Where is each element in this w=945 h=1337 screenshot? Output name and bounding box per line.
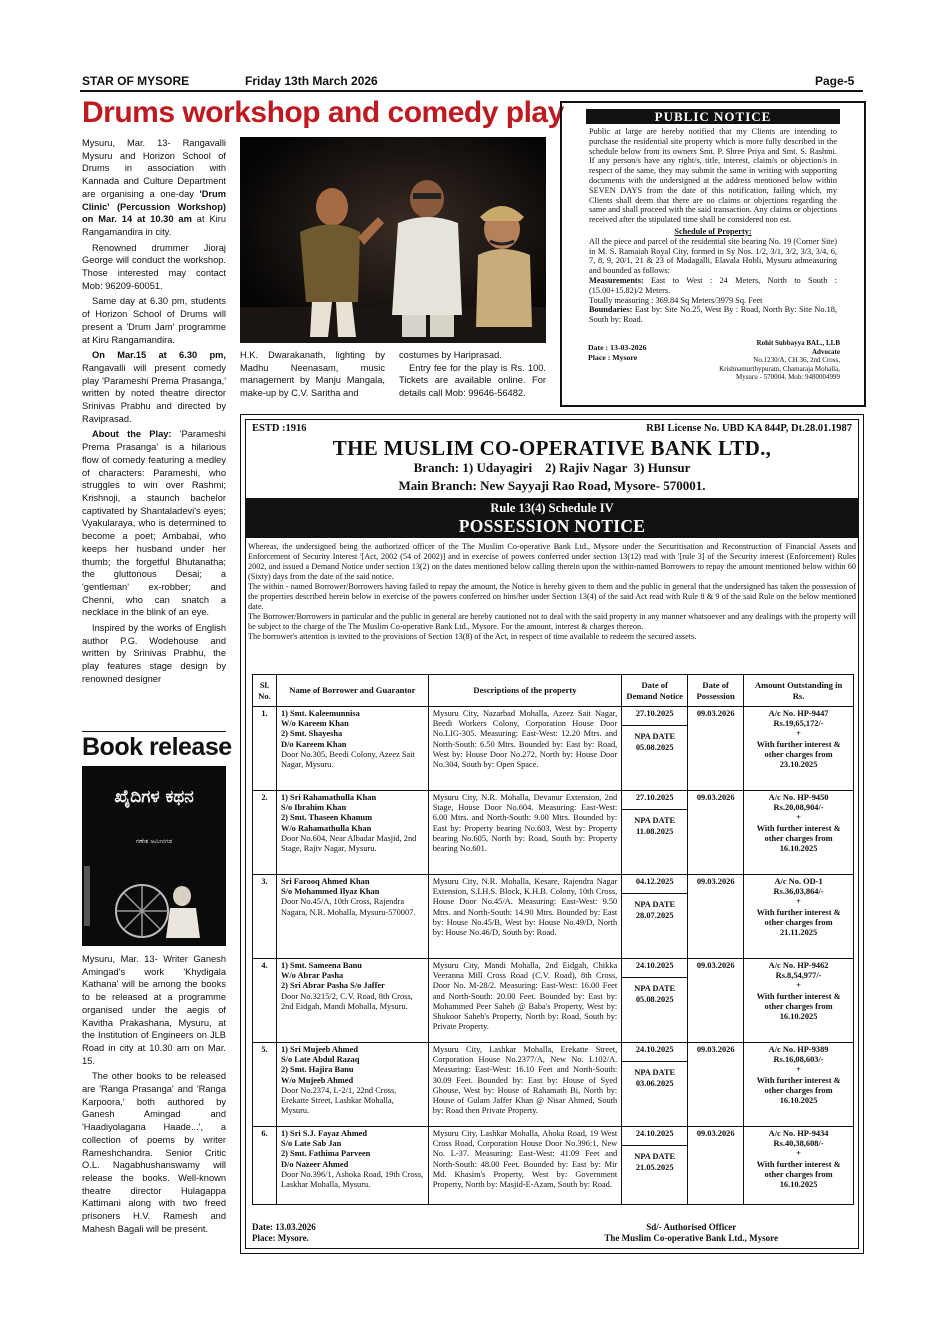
schedule-text: All the piece and parcel of the residential site bearing No. 19 (Corner Site) in M. S. Ramaiah Royal City, formed in Sy Nos. 1/2, 3/1, 3/2, 3/3, 3/4, 6, 7, 8, 9, 20/1, 21 & 23 of Madagalli, Elavala Hobli, Mysuru admeasuring and bounded as follows: — [589, 236, 837, 276]
header-borrower: Name of Borrower and Guarantor — [276, 675, 428, 707]
table-row — [253, 875, 854, 959]
row-further-charges: With further interest & other charges from 16.10.2025 — [756, 991, 841, 1022]
row-account-no: A/c No. OD-1 — [774, 877, 823, 886]
row-account-no: A/c No. HP-9450 — [768, 793, 829, 802]
notice-place: Place : Mysore — [588, 352, 638, 362]
drums-p4-b: Rangavalli will present comedy play 'Parameshi Prema Prasanga,' written by noted theatre director Srinivas Prabhu and directed by Raviprasad. — [82, 362, 226, 424]
issue-date: Friday 13th March 2026 — [245, 74, 378, 88]
book-cover-image — [82, 766, 226, 946]
total-measure: Totally measuring : 369.84 Sq Meters/3979 Sq. Feet — [589, 295, 763, 305]
row-amount-value: Rs.16,08,603/- — [773, 1055, 824, 1065]
bank-main-branch: Main Branch: New Sayyaji Rao Road, Mysore- 570001. — [398, 478, 706, 493]
header-amount: Amount Outstanding in Rs. — [744, 675, 854, 707]
row-amount-value: Rs.40,38,608/- — [773, 1139, 824, 1149]
row-possession-date: 09.03.2026 — [688, 707, 744, 791]
drums-p1-a: Mysuru, Mar. 13- Rangavalli Mysuru and Horizon School of Drums in association with Kannada and Culture Department are organising a one-day — [82, 138, 226, 199]
book-p2: The other books to be released are 'Ranga Prasanga' and 'Ranga Karpoora,' both authored by Ganesh Amingad and 'Haadiyolagana Haade...', a collection of poems by writer Rameshchandra. Senior Critic O.L. Nagabhushanswamy will release the books. Well-known theatre director Hulagappa Kattimani along with two freed prisoners H.V. Ramesh and Mahesh Bagali will be present. — [82, 1071, 226, 1234]
row-borrower — [276, 1043, 428, 1127]
row-plus: + — [796, 897, 801, 907]
public-notice-body — [584, 125, 842, 327]
row-amount — [744, 707, 854, 791]
intro-para-2: The within - named Borrower/Borrowers having failed to repay the amount, the Notice is hereby given to them and the public in general that the undersigned has taken the possession of the properties described herein below in exercise of the powers conferred on him/her under Section 13(4) of the said Act read with Rule 8 & 9 of the said Rule on the below mentioned date. — [248, 582, 856, 611]
row-npa-date: 03.06.2025 — [635, 1079, 674, 1089]
row-property-description: Mysuru City, Mandi Mohalla, 2nd Eidgah, Chikka Veeranna Mill Cross Road (C.V. Road), 8th Cross, Door No. M-28/2. Measuring: East-West: 16.00 Feet and North-South: 20.00 Feet. Bounded by: East by: Mohammed Peer Saheb @ Baba's Property, West by: Shukoor Saheb's Property, North by: Road, South by: Private Property. — [428, 959, 622, 1043]
header-possession-date: Date of Possession — [688, 675, 744, 707]
row-property-description: Mysuru City, Lashkar Mohalla, Ahoka Road, 19 West Cross Road, Corporation House Door No.396:1, New No. L-37. Measuring: East-West: 41.09 Feet and North-South: 48.00 Feet. Bounded by: East by: Mir Md. Khasim's Property, West by: Government Property, North by: Masjid-E-Azam, South by: Road. — [428, 1127, 622, 1205]
row-possession-date: 09.03.2026 — [688, 1127, 744, 1205]
paper-name: STAR OF MYSORE — [82, 74, 190, 88]
row-npa-date: 11.08.2025 — [636, 827, 674, 837]
bank-notice-box — [240, 414, 864, 1254]
row-amount-value: Rs.8,54,977/- — [775, 971, 822, 981]
public-notice-box — [560, 101, 866, 407]
row-property-description: Mysuru City, Nazarbad Mohalla, Azeez Sait Nagar, Beedi Workers Colony, Corporation House Door No.LIG-305. Measuring: East-West: 12.20 Mtrs. and North-South: 6.50 Mtrs. Bounded by: East by: Road, West by: House Door No.272, North by: House Door No.304, South by: Open Space. — [428, 707, 622, 791]
boundary-text: East by: Site No.25, West By : Road, North By: Site No.18, South by: Road. — [589, 305, 837, 325]
row-demand-date: 27.10.2025 — [622, 793, 687, 810]
book-article-column — [82, 953, 226, 1238]
row-further-charges: With further interest & other charges from 23.10.2025 — [756, 739, 841, 770]
drums-cont-2a: costumes by Hariprasad. — [399, 350, 502, 360]
row-npa-date: 28.07.2025 — [635, 911, 674, 921]
row-property-description: Mysuru City, Lashkar Mohalla, Erekatte Street, Corporation House No.2377/A, New No. L102/A. Measuring: East-West: 16.10 Feet and North-South: 30.09 Feet. Bounded by: East by: House of Syed Ghouse, West by: House of Rahamath Bi, North by: House of Gulam Jaffer Khan @ Nisar Ahmed, South by: Road then Private Property. — [428, 1043, 622, 1127]
row-demand-date: 24.10.2025 — [622, 1045, 687, 1062]
bank-signed-bank: The Muslim Co-operative Bank Ltd., Mysore — [604, 1233, 778, 1243]
row-demand-date: 24.10.2025 — [622, 961, 687, 978]
table-body — [253, 707, 854, 1205]
borrower-address: Door No.45/A, 10th Cross, Rajendra Nagara, N.R. Mohalla, Mysuru-570007. — [280, 897, 416, 917]
comedy-play-photo — [240, 137, 546, 343]
row-borrower — [276, 707, 428, 791]
possession-title: POSSESSION NOTICE — [458, 516, 646, 536]
borrower-address: Door No.3215/2, C.V. Road, 8th Cross, 2nd Eidgah, Mandi Mohalla, Mysuru. — [280, 991, 413, 1011]
row-demand-date: 27.10.2025 — [622, 709, 687, 726]
header-demand-date: Date of Demand Notice — [622, 675, 688, 707]
notice-date: Date : 13-03-2026 — [588, 343, 647, 352]
public-notice-title: PUBLIC NOTICE — [586, 109, 840, 124]
intro-para-1: Whereas, the undersigned being the authorized officer of the The Muslim Co-operative Bank Ltd., Mysore under the Securitisation and Reconstruction of Financial Assets and Enforcement of Security Interest '[Act, 2002 (54 of 2002)] and in exercise of powers conferred under section 13(12) read with '[rule 3] of the Security interest (Enforcement) Rules 2002, and issued a Demand Notice under section 13(2) on the dates mentioned below calling therein upon the within-named Borrowers to repay the amount mentioned below within 60 (Sixty) days from the date of the said notice. — [248, 542, 856, 581]
row-amount — [744, 1043, 854, 1127]
bank-footer-left — [252, 1222, 316, 1244]
intro-para-4: The borrower's attention is invited to the provisions of Section 13(8) of the Act, in respect of time available to redeem the secured assets. — [248, 632, 697, 641]
header-property: Descriptions of the property — [428, 675, 622, 707]
row-sl-no: 6. — [253, 1127, 277, 1205]
row-npa-label: NPA DATE — [634, 1068, 676, 1078]
row-borrower — [276, 959, 428, 1043]
bank-footer-date: Date: 13.03.2026 — [252, 1222, 316, 1232]
borrower-names: 1) Smt. Sameena Banu W/o Abrar Pasha 2) Sri Abrar Pasha S/o Jaffer — [280, 961, 385, 991]
page-number: Page-5 — [815, 74, 855, 88]
borrower-names: 1) Sri S.J. Fayaz Ahmed S/o Late Sab Jan 2) Smt. Fathima Parveen D/o Nazeer Ahmed — [280, 1129, 371, 1169]
table-row — [253, 959, 854, 1043]
row-plus: + — [796, 981, 801, 991]
borrower-names: Sri Farooq Ahmed Khan S/o Mohammed Ilyaz Khan — [280, 877, 380, 897]
drums-continuation-2 — [399, 349, 546, 403]
drums-p3: Same day at 6.30 pm, students of Horizon School of Drums will present a 'Drum Jam' programme at Kiru Rangamandira. — [82, 296, 226, 345]
row-npa-label: NPA DATE — [634, 984, 676, 994]
bank-name: THE MUSLIM CO-OPERATIVE BANK LTD., — [332, 436, 772, 460]
row-npa-date: 05.08.2025 — [635, 743, 674, 753]
row-further-charges: With further interest & other charges from 16.10.2025 — [756, 1159, 841, 1190]
row-borrower — [276, 875, 428, 959]
row-npa-date: 21.05.2025 — [635, 1163, 674, 1173]
book-cover-author: ಗಣೇಶ ಅಮೀನಗಡ — [135, 838, 173, 845]
measure-label: Measurements: — [589, 275, 644, 285]
row-demand-cell — [622, 875, 688, 959]
possession-title-bar — [245, 498, 859, 538]
row-plus: + — [796, 1065, 801, 1075]
row-demand-cell — [622, 1127, 688, 1205]
masthead-rule — [80, 90, 863, 92]
drums-p1-c: at Kiru Rangamandira in city. — [82, 214, 227, 237]
row-amount — [744, 875, 854, 959]
borrower-names: 1) Smt. Kaleemunnisa W/o Kareem Khan 2) Smt. Shayesha D/o Kareem Khan — [280, 709, 360, 749]
drums-cont-1: H.K. Dwarakanath, lighting by Madhu Neenasam, music management by Manju Mangala, make-up by C.V. Saritha and — [240, 350, 385, 399]
drums-article-column — [82, 137, 226, 689]
book-headline: Book release — [82, 733, 232, 761]
borrower-address: Door No.2374, L-2/1, 22nd Cross, Erekatte Street, Lashkar Mohalla, Mysuru. — [280, 1085, 397, 1116]
row-possession-date: 09.03.2026 — [688, 875, 744, 959]
row-property-description: Mysuru City, N.R. Mohalla, Devanur Extension, 2nd Stage, House Door No.604. Measuring: East-West: 6.00 Mtrs. and North-South: 9.00 Mtrs. Bounded by: East by: Property bearing No.603, West by: Property bearing No.605, North by: Road, South by: Property bearing No.601. — [428, 791, 622, 875]
public-notice-para: Public at large are hereby notified that my Clients are intending to purchase the residential site property which is more fully described in the schedule below from its owners Smt. P. Shree Priya and Smt. S. Rashmi. If any person/s have any right/s, title, interest, claim/s or objection/s in respect of the same, they may submit the same in writing with supporting documents with the undersigned at the address mentioned below within SEVEN DAYS from the date of this notification, failing which, my Clients shall deem that there are no claims or objections regarding the same and shall proceed with the said transaction. Any claims or objections received after the stipulated time shall be considered non est. — [589, 127, 837, 225]
table-row — [253, 1043, 854, 1127]
drums-p2: Renowned drummer Jioraj George will conduct the workshop. Those interested may contact Mob: 96209-60051. — [82, 242, 226, 291]
row-npa-date: 05.08.2025 — [635, 995, 674, 1005]
bank-footer-place: Place: Mysore. — [252, 1233, 309, 1243]
rule-heading: Rule 13(4) Schedule IV — [490, 501, 614, 515]
row-demand-cell — [622, 1043, 688, 1127]
borrower-address: Door No.305, Beedi Colony, Azeez Sait Nagar, Mysuru. — [280, 749, 415, 770]
bank-signed: Sd/- Authorised Officer — [646, 1222, 737, 1232]
drums-headline: Drums workshop and comedy play — [82, 96, 564, 129]
drums-cont-2b: Entry fee for the play is Rs. 100. Tickets are available online. For details call Mob: 99646-56482. — [399, 362, 546, 399]
measure-text: East to West : 24 Meters, North to South : (15.00+15.82)/2 Meters. — [589, 275, 837, 295]
schedule-title: Schedule of Property: — [674, 226, 752, 236]
drums-p5-a: About the Play: — [92, 429, 172, 440]
borrower-names: 1) Sri Rahamathulla Khan S/o Ibrahim Khan 2) Smt. Thaseen Khanum W/o Rahamathulla Khan — [280, 793, 377, 833]
advocate-block — [690, 339, 840, 382]
row-amount — [744, 1127, 854, 1205]
possession-intro — [248, 542, 856, 642]
row-npa-label: NPA DATE — [634, 900, 676, 910]
row-sl-no: 2. — [253, 791, 277, 875]
drums-continuation-1 — [240, 349, 385, 403]
table-header-row — [253, 675, 854, 707]
bank-estd: ESTD :1916 — [252, 423, 307, 434]
row-further-charges: With further interest & other charges from 21.11.2025 — [756, 907, 841, 938]
row-amount-value: Rs.36,03,864/- — [773, 887, 824, 897]
row-npa-label: NPA DATE — [634, 732, 676, 742]
row-amount — [744, 959, 854, 1043]
row-possession-date: 09.03.2026 — [688, 791, 744, 875]
row-further-charges: With further interest & other charges from 16.10.2025 — [756, 1075, 841, 1106]
row-npa-label: NPA DATE — [634, 1152, 676, 1162]
drums-p4-a: On Mar.15 at 6.30 pm, — [92, 350, 226, 361]
table-row — [253, 707, 854, 791]
bank-signature — [604, 1222, 778, 1244]
drums-p6: Inspired by the works of English author P.G. Wodehouse and written by Srinivas Prabhu, the play features stage design by renowned designer — [82, 623, 226, 684]
row-borrower — [276, 791, 428, 875]
bank-rbi-license: RBI License No. UBD KA 844P, Dt.28.01.1987 — [646, 423, 852, 434]
row-sl-no: 5. — [253, 1043, 277, 1127]
row-possession-date: 09.03.2026 — [688, 1043, 744, 1127]
row-demand-cell — [622, 707, 688, 791]
row-plus: + — [796, 729, 801, 739]
intro-para-3: The Borrower/Borrowers in particular and the public in general are hereby cautioned not to deal with the said property in any manner whatsoever and any dealings with the property will be subject to the charge of the The Muslim Co-operative Bank Ltd., Mysore. For the amount, interest & charges thereon. — [248, 612, 856, 631]
row-property-description: Mysuru City, N.R. Mohalla, Kesare, Rajendra Nagar Extension, S.I.H.S. Block, K.H.B. Colony, 10th Cross, House Door No.45/A. Measuring: East-West: 9.50 Mtrs. and North-South: 14.90 Mtrs. Bounded by: East by: House No.45/B, West by: House No.49/D, North by: House No.46/D, South by: Road. — [428, 875, 622, 959]
row-npa-label: NPA DATE — [634, 816, 676, 826]
row-demand-cell — [622, 959, 688, 1043]
row-amount-value: Rs.19,65,172/- — [773, 719, 824, 729]
row-demand-date: 24.10.2025 — [622, 1129, 687, 1146]
row-borrower — [276, 1127, 428, 1205]
public-notice-title-bar — [586, 109, 840, 124]
row-sl-no: 3. — [253, 875, 277, 959]
row-account-no: A/c No. HP-9462 — [768, 961, 829, 970]
row-amount — [744, 791, 854, 875]
table-row — [253, 1127, 854, 1205]
stage-actors-illustration — [240, 137, 546, 343]
row-demand-date: 04.12.2025 — [622, 877, 687, 894]
row-account-no: A/c No. HP-9434 — [768, 1129, 829, 1138]
notice-date-place — [588, 343, 646, 362]
borrower-address: Door No.396/1, Ashoka Road, 19th Cross, Laskhar Mohalla, Mysuru. — [280, 1169, 424, 1190]
drums-p5-b: 'Parameshi Prema Prasanga' is a hilarious flow of comedy featuring a medley of characters: Parameshi, who struggles to win over Rashmi; Krishnoji, a staunch bachelor captivated by Shantaladevi's eyes; Vyakularaya, who is determined to become a poet; Ambabai, who keeps her husband under her thumb; the forgetful Bhutanatha; the gluttonous Desai; a 'gentleman' ex-robber; and Chenni, who can snatch a necklace in the blink of an eye. — [82, 429, 226, 618]
book-p1: Mysuru, Mar. 13- Writer Ganesh Amingad's work 'Khydigala Kathana' will be among the books to be released at a programme organised under the aegis of Kavitha Prakashana, Mysuru, at the Institution of Engineers on JLB Road in city at 10.30 am on Mar. 15. — [82, 954, 226, 1066]
bank-notice-inner — [245, 419, 859, 1249]
advocate-addr-2: Krishnamurthypuram, Chamaraja Mohalla, — [719, 364, 840, 373]
row-plus: + — [796, 1149, 801, 1159]
book-cover-title: ಖೈದಿಗಳ ಕಥನ — [114, 787, 194, 807]
table-row — [253, 791, 854, 875]
row-amount-value: Rs.20,08,904/- — [773, 803, 824, 813]
row-account-no: A/c No. HP-9447 — [768, 709, 829, 718]
row-account-no: A/c No. HP-9389 — [768, 1045, 829, 1054]
row-plus: + — [796, 813, 801, 823]
boundary-label: Boundaries: — [589, 305, 633, 315]
advocate-name: Rohit Subbayya BAL., LLB — [756, 339, 840, 347]
row-sl-no: 1. — [253, 707, 277, 791]
advocate-title: Advocate — [812, 347, 840, 356]
advocate-addr-3: Mysuru - 570004. Mob: 9480004999 — [735, 373, 840, 382]
borrower-address: Door No.604, Near Albadar Masjid, 2nd Stage, Rajiv Nagar, Mysuru. — [280, 833, 417, 854]
row-possession-date: 09.03.2026 — [688, 959, 744, 1043]
advocate-addr-1: No.1230/A, CH 36, 2nd Cross, — [753, 356, 840, 365]
row-sl-no: 4. — [253, 959, 277, 1043]
possession-table — [252, 674, 854, 1205]
book-section-rule — [82, 731, 226, 732]
bank-branches: Branch: 1) Udayagiri 2) Rajiv Nagar 3) Hunsur — [413, 460, 691, 475]
header-sl-no: Sl. No. — [253, 675, 277, 707]
borrower-names: 1) Sri Mujeeb Ahmed S/o Late Abdul Razaq 2) Smt. Hajira Banu W/o Mujeeb Ahmed — [280, 1045, 360, 1085]
row-demand-cell — [622, 791, 688, 875]
row-further-charges: With further interest & other charges from 16.10.2025 — [756, 823, 841, 854]
drums-p1-b: 'Drum Clinic' (Percussion Workshop) on Mar. 14 at 10.30 am — [82, 188, 226, 225]
